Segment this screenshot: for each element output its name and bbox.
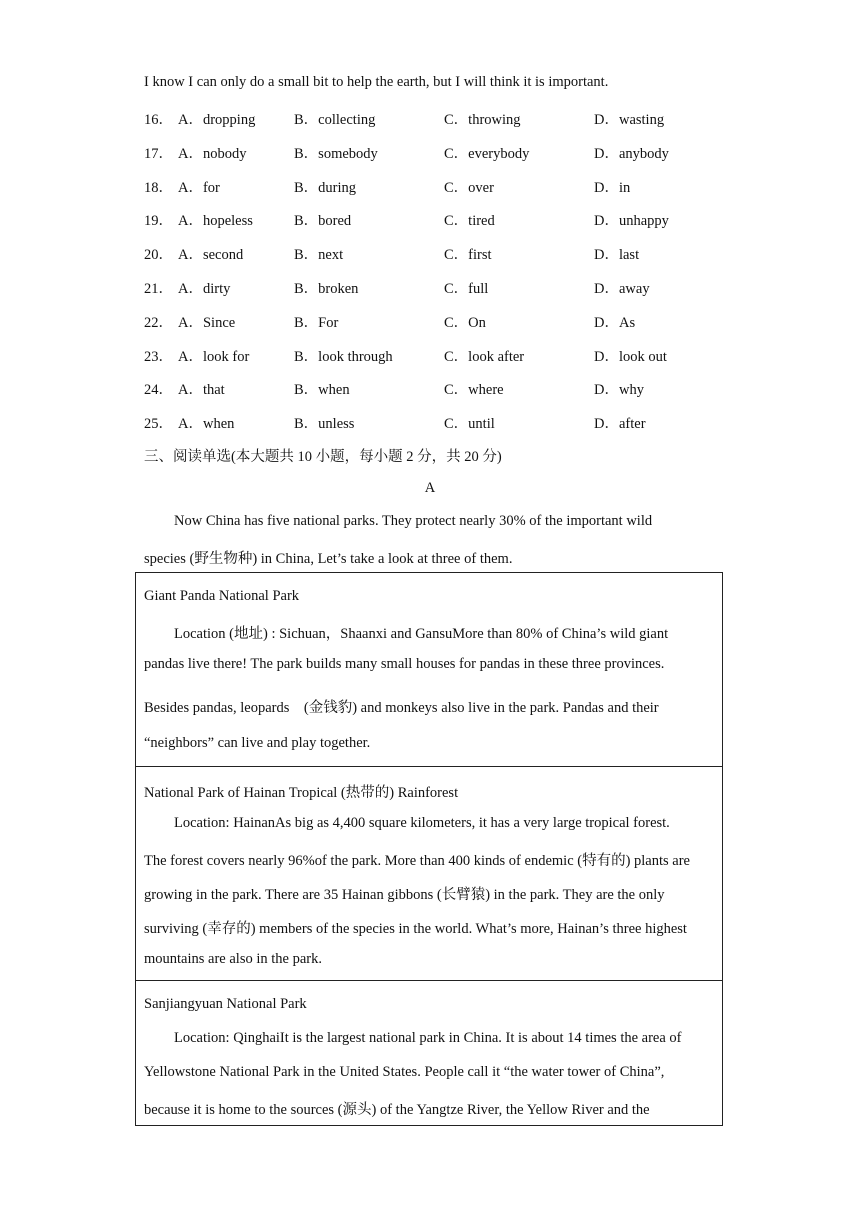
option-b: B．when xyxy=(294,382,350,398)
option-d: D．last xyxy=(594,247,640,263)
option-c: C．full xyxy=(444,281,489,297)
park-text-line: Location (地址) : Sichuan，Shaanxi and GansuMore than 80% of China’s wild giant xyxy=(174,626,669,642)
park-cell-giant-panda xyxy=(136,573,722,766)
option-d: D．away xyxy=(594,281,650,297)
park-text-line: growing in the park. There are 35 Hainan gibbons (长臂猿) in the park. They are the only xyxy=(144,887,665,903)
option-d: D．why xyxy=(594,382,644,398)
question-number: 24． xyxy=(144,382,173,398)
park-text-line: Location: QinghaiIt is the largest national park in China. It is about 14 times the area of xyxy=(174,1030,682,1046)
option-d: D．in xyxy=(594,180,631,196)
park-text-line: The forest covers nearly 96%of the park. More than 400 kinds of endemic (特有的) plants are xyxy=(144,853,690,869)
passage-intro-line: Now China has five national parks. They protect nearly 30% of the important wild xyxy=(174,513,653,529)
option-a: A．for xyxy=(178,180,220,196)
option-d: D．unhappy xyxy=(594,213,669,229)
passage-intro-line: species (野生物种) in China, Let’s take a look at three of them. xyxy=(144,551,513,567)
option-d: D．look out xyxy=(594,349,667,365)
option-b: B．broken xyxy=(294,281,359,297)
option-c: C．over xyxy=(444,180,494,196)
option-a: A．dirty xyxy=(178,281,231,297)
park-text-line: Besides pandas, leopards (金钱豹) and monkeys also live in the park. Pandas and their xyxy=(144,700,659,716)
option-d: D．As xyxy=(594,315,636,331)
park-name: Giant Panda National Park xyxy=(144,588,300,604)
question-number: 17． xyxy=(144,146,173,162)
option-a: A．second xyxy=(178,247,244,263)
option-c: C．throwing xyxy=(444,112,521,128)
park-cell-sanjiangyuan xyxy=(136,980,722,1125)
option-b: B．unless xyxy=(294,416,355,432)
question-number: 20． xyxy=(144,247,173,263)
option-c: C．first xyxy=(444,247,492,263)
park-text-line: mountains are also in the park. xyxy=(144,951,322,967)
option-b: B．collecting xyxy=(294,112,376,128)
option-c: C．On xyxy=(444,315,486,331)
parks-table xyxy=(135,572,723,1126)
park-text-line: Location: HainanAs big as 4,400 square kilometers, it has a very large tropical forest. xyxy=(174,815,670,831)
option-a: A．nobody xyxy=(178,146,247,162)
park-text-line: surviving (幸存的) members of the species in the world. What’s more, Hainan’s three highest xyxy=(144,921,687,937)
question-number: 21． xyxy=(144,281,173,297)
park-text-line: Yellowstone National Park in the United States. People call it “the water tower of China”, xyxy=(144,1064,665,1080)
option-d: D．anybody xyxy=(594,146,669,162)
option-c: C．until xyxy=(444,416,495,432)
option-a: A．hopeless xyxy=(178,213,253,229)
park-name: Sanjiangyuan National Park xyxy=(144,996,307,1012)
option-b: B．during xyxy=(294,180,357,196)
park-text-line: “neighbors” can live and play together. xyxy=(144,735,371,751)
question-number: 22． xyxy=(144,315,173,331)
question-number: 23． xyxy=(144,349,173,365)
option-d: D．wasting xyxy=(594,112,665,128)
question-number: 16． xyxy=(144,112,173,128)
option-b: B．look through xyxy=(294,349,393,365)
park-cell-hainan xyxy=(136,766,722,980)
option-a: A．Since xyxy=(178,315,236,331)
park-text-line: because it is home to the sources (源头) of the Yangtze River, the Yellow River and the xyxy=(144,1102,650,1118)
option-a: A．when xyxy=(178,416,235,432)
option-c: C．where xyxy=(444,382,504,398)
option-a: A．look for xyxy=(178,349,250,365)
park-name: National Park of Hainan Tropical (热带的) Rainforest xyxy=(144,785,459,801)
passage-label: A xyxy=(424,480,436,496)
intro-line: I know I can only do a small bit to help the earth, but I will think it is important. xyxy=(144,74,609,90)
section-heading: 三、阅读单选(本大题共 10 小题，每小题 2 分，共 20 分) xyxy=(144,449,502,465)
option-b: B．somebody xyxy=(294,146,378,162)
option-a: A．that xyxy=(178,382,225,398)
option-c: C．look after xyxy=(444,349,525,365)
question-number: 19． xyxy=(144,213,173,229)
question-number: 18． xyxy=(144,180,173,196)
option-b: B．For xyxy=(294,315,339,331)
option-d: D．after xyxy=(594,416,646,432)
option-b: B．bored xyxy=(294,213,352,229)
option-a: A．dropping xyxy=(178,112,256,128)
question-number: 25． xyxy=(144,416,173,432)
option-b: B．next xyxy=(294,247,344,263)
option-c: C．everybody xyxy=(444,146,530,162)
option-c: C．tired xyxy=(444,213,495,229)
park-text-line: pandas live there! The park builds many small houses for pandas in these three provinces. xyxy=(144,656,665,672)
